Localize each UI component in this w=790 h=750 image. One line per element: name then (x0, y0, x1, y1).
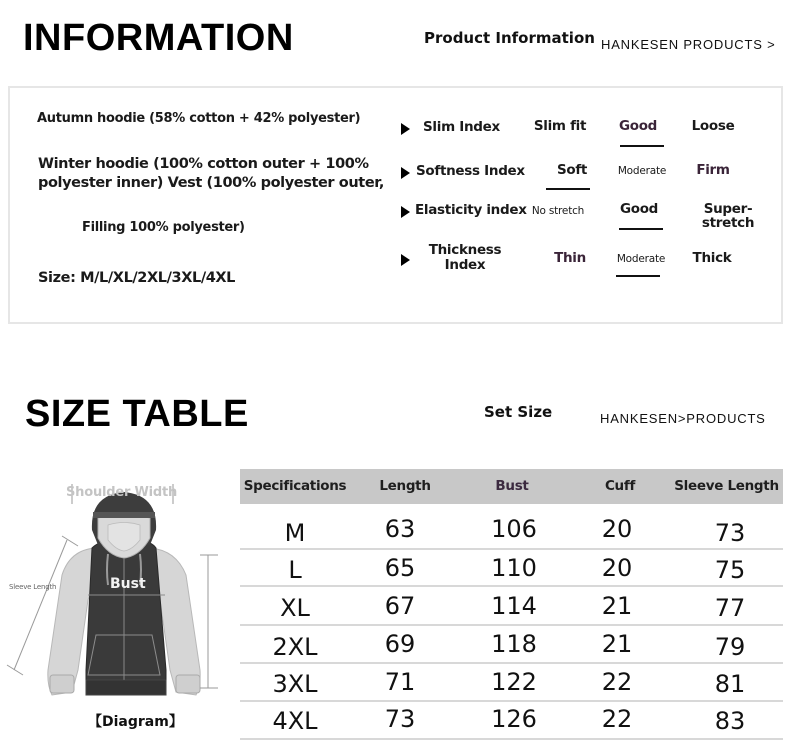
softness-index-label: Softness Index (416, 163, 525, 179)
cell-cuff: 21 (601, 630, 633, 658)
cell-size: L (288, 556, 302, 584)
row-divider (240, 585, 783, 587)
thickness-index-label (420, 243, 510, 273)
material-winter-line2: polyester inner) Vest (100% polyester outer, (38, 175, 384, 191)
thickness-option-moderate: Moderate (616, 253, 666, 265)
triangle-bullet-icon (401, 167, 410, 179)
material-filling: Filling 100% polyester) (82, 220, 245, 235)
thickness-option-thick: Thick (692, 250, 732, 266)
selected-underline (620, 145, 664, 147)
cell-bust: 118 (491, 630, 537, 658)
cell-sleeve-length: 83 (714, 707, 746, 735)
selected-underline (546, 188, 590, 190)
elasticity-option-no-stretch: No stretch (531, 205, 585, 217)
cell-size: XL (280, 594, 310, 622)
cell-bust: 114 (491, 592, 537, 620)
cell-size: M (284, 519, 306, 547)
column-header-specifications: Specifications (243, 478, 347, 494)
cell-sleeve-length: 81 (714, 670, 746, 698)
cell-cuff: 21 (601, 592, 633, 620)
material-winter-line1: Winter hoodie (100% cotton outer + 100% (38, 156, 369, 172)
diagram-caption: 【Diagram】 (88, 714, 183, 730)
cell-bust: 126 (491, 705, 537, 733)
information-title: INFORMATION (23, 17, 294, 59)
thickness-option-thin: Thin (554, 250, 586, 266)
table-row (240, 588, 783, 624)
product-information-subtitle: Product Information (424, 29, 595, 47)
cell-sleeve-length: 79 (714, 633, 746, 661)
cell-cuff: 20 (601, 515, 633, 543)
material-autumn: Autumn hoodie (58% cotton + 42% polyester) (37, 111, 361, 126)
triangle-bullet-icon (401, 206, 410, 218)
cell-length: 69 (384, 630, 416, 658)
cell-cuff: 20 (601, 554, 633, 582)
column-header-length: Length (379, 478, 431, 494)
selected-underline (619, 228, 663, 230)
cell-cuff: 22 (601, 668, 633, 696)
row-divider (240, 624, 783, 626)
elasticity-option-good: Good (619, 201, 659, 217)
size-list: Size: M/L/XL/2XL/3XL/4XL (38, 270, 236, 286)
cell-length: 71 (384, 668, 416, 696)
table-row (240, 627, 783, 663)
cell-length: 67 (384, 592, 416, 620)
cell-length: 63 (384, 515, 416, 543)
column-header-bust: Bust (495, 478, 529, 494)
brand-products-link[interactable]: HANKESEN>PRODUCTS (600, 411, 766, 426)
elasticity-index-label: Elasticity index (415, 202, 527, 218)
hoodie-diagram (0, 470, 240, 750)
table-row (240, 665, 783, 701)
slim-option-slim-fit: Slim fit (533, 118, 587, 134)
cell-bust: 122 (491, 668, 537, 696)
softness-option-moderate: Moderate (617, 165, 667, 177)
table-row (240, 512, 783, 548)
cell-size: 2XL (272, 633, 318, 661)
cell-cuff: 22 (601, 705, 633, 733)
selected-underline (616, 275, 660, 277)
column-header-sleeve-length: Sleeve Length (674, 478, 779, 494)
triangle-bullet-icon (401, 123, 410, 135)
table-row (240, 550, 783, 586)
row-divider (240, 662, 783, 664)
hoodie-illustration (0, 470, 240, 750)
cell-length: 65 (384, 554, 416, 582)
softness-option-soft: Soft (556, 162, 588, 178)
shoulder-width-label: Shoulder Width (66, 485, 178, 500)
sleeve-length-label: Sleeve Length (9, 583, 57, 591)
column-header-cuff: Cuff (604, 478, 636, 494)
cell-size: 4XL (272, 707, 318, 735)
cell-bust: 110 (491, 554, 537, 582)
slim-option-loose: Loose (691, 118, 735, 134)
cell-size: 3XL (272, 670, 318, 698)
table-row (240, 703, 783, 739)
slim-index-label: Slim Index (423, 119, 500, 135)
cell-bust: 106 (491, 515, 537, 543)
size-table-title: SIZE TABLE (25, 393, 249, 435)
size-table-header (240, 469, 783, 504)
cell-length: 73 (384, 705, 416, 733)
elasticity-option-super-stretch: Super-stretch (701, 201, 755, 231)
slim-option-good: Good (618, 118, 658, 134)
thickness-label-line1: Thickness (428, 242, 502, 258)
cell-sleeve-length: 73 (714, 519, 746, 547)
cell-sleeve-length: 77 (714, 594, 746, 622)
cell-sleeve-length: 75 (714, 556, 746, 584)
triangle-bullet-icon (401, 254, 410, 266)
row-divider (240, 738, 783, 740)
softness-option-firm: Firm (696, 162, 730, 178)
set-size-subtitle: Set Size (484, 403, 553, 421)
bust-label: Bust (110, 576, 146, 592)
row-divider (240, 700, 783, 702)
thickness-label-line2: Index (444, 256, 486, 273)
brand-products-link[interactable]: HANKESEN PRODUCTS > (601, 37, 776, 52)
